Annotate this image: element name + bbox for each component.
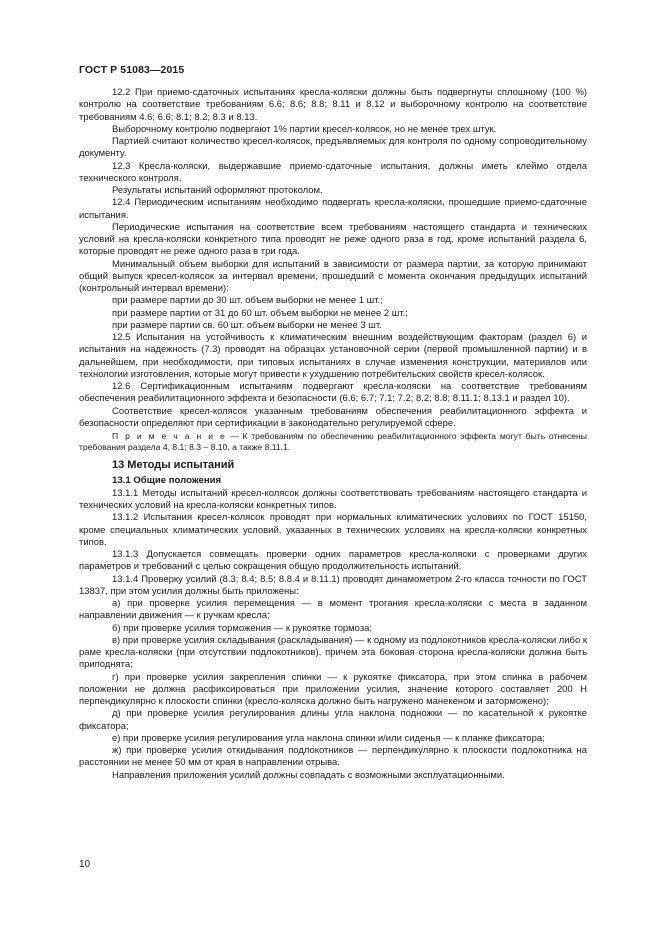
page-content — [79, 87, 587, 782]
paragraph-12-6: 12.6 Сертификационным испытаниям подвергают кресла-коляски на соответствие требованиям обеспечения реабилитационного эффекта и безопасности (6.6; 6.7; 7.1; 7.2; 8.2; 8.8; 8.11.1; 8.13.1 и раздел 10). — [79, 381, 587, 405]
list-item: е) при проверке усилия регулирования угла наклона спинки и/или сиденья — к планке фиксатора; — [112, 732, 545, 744]
paragraph-protocol: Результаты испытаний оформляют протоколом. — [112, 185, 323, 196]
note-label: П р и м е ч а н и е — [112, 431, 227, 441]
section-heading: 13 Методы испытаний — [112, 458, 235, 471]
paragraph-13-1-2: 13.1.2 Испытания кресел-колясок проводят при нормальных климатических условиях по ГОСТ 15150, кроме специальных климатических условий, указанных в технических условиях на кресла-коляски конкретных типов. — [79, 512, 587, 548]
paragraph-13-1-3: 13.1.3 Допускается совмещать проверки одних параметров кресла-коляски с проверками других параметров и требований с целью сокращения общую продолжительность испытаний. — [79, 549, 587, 573]
list-item: д) при проверке усилия регулирования длины угла наклона подножки — по касательной к рукоятке фиксатора; — [79, 708, 587, 732]
list-item: б) при проверке усилия торможения — к рукоятке тормоза; — [112, 622, 373, 634]
note-text: — К требованиям по обеспечению реабилитационного эффекта могут быть отнесены требования раздела 4, 8.1; 8.3 – 8.10, а также 8.11.1. — [79, 431, 587, 453]
list-item: в) при проверке усилия складывания (раскладывания) — к одному из подлокотников кресла-коляски либо к раме кресла-коляски (при отсутствии подлокотников), причем эта боковая сторона кресла-коляски должна быть приподнята; — [79, 634, 587, 671]
paragraph-certification: Соответствие кресел-колясок указанным требованиям обеспечения реабилитационного эффекта и безопасности определяют при сертификации в законодательно регулируемой сфере. — [79, 405, 587, 429]
paragraph-periodic-tests: Периодические испытания на соответствие всем требованиям настоящего стандарта и технических условий на кресла-коляски конкретного типа проводят не реже одного раза в год, кроме испытаний раздела 6, которые проводят не реже одного раза в три года. — [79, 221, 587, 258]
paragraph-12-3: 12.3 Кресла-коляски, выдержавшие приемо-сдаточные испытания, должны иметь клеймо отдела технического контроля. — [79, 160, 587, 184]
paragraph-12-2: 12.2 При приемо-сдаточных испытаниях кресла-коляски должны быть подвергнуты сплошному (100 %) контролю на соответствие требованиям 6.6; 8.6; 8.8; 8.11 и 8.12 и выборочному контролю на соответствие требованиям 4.6; 6.6; 8.1; 8.2; 8.3 и 8.13. — [79, 87, 587, 123]
paragraph-sample-control: Выборочному контролю подвергают 1% партии кресел-колясок, но не менее трех штук. — [112, 123, 497, 135]
list-item: ж) при проверке усилия откидывания подлокотников — перпендикулярно к плоскости подлокотника на расстоянии не менее 50 мм от края в направлении отрыва. — [79, 745, 587, 769]
paragraph-12-4: 12.4 Периодическим испытаниям необходимо подвергать кресла-коляски, прошедшие приемо-сдаточные испытания. — [79, 197, 587, 221]
list-item: при размере партии св. 60 шт. объем выборки не менее 3 шт. — [112, 319, 382, 331]
paragraph-closing: Направления приложения усилий должны совпадать с возможными эксплуатационными. — [112, 769, 505, 781]
list-item: г) при проверке усилия закрепления спинки — к рукоятке фиксатора, при этом спинка в рабочем положении не должна расфиксироваться при приложении усилия, значение которого составляет 200 Н перпендикулярно к плоскости спинки (кресло-коляска должно быть нагружено манекеном и заторможено); — [79, 671, 587, 708]
page-number: 10 — [79, 859, 91, 870]
list-item: при размере партии до 30 шт. объем выборки не менее 1 шт.; — [112, 295, 383, 307]
list-item: а) при проверке усилия перемещения — в момент трогания кресла-коляски с места в заданном направлении движения — к ручкам кресла; — [79, 598, 587, 622]
paragraph-13-1-1: 13.1.1 Методы испытаний кресел-колясок должны соответствовать требованиям настоящего стандарта и технических условий на кресла-коляски конкретных типов. — [79, 487, 587, 512]
paragraph-min-sample: Минимальный объем выборки для испытаний в зависимости от размера партии, за которую принимают общий выпуск кресел-колясок за интервал времени, прошедший с момента окончания предыдущих испытаний (контрольный интервал времени): — [79, 258, 587, 294]
note — [79, 431, 587, 454]
subsection-heading: 13.1 Общие положения — [112, 474, 222, 486]
standard-header: ГОСТ Р 51083—2015 — [79, 64, 185, 76]
paragraph-13-1-4: 13.1.4 Проверку усилий (8.3; 8.4; 8.5; 8.8.4 и 8.11.1) проводят динамометром 2-го класса точности по ГОСТ 13837, при этом усилия должны быть приложены: — [79, 573, 587, 597]
list-item: при размере партии от 31 до 60 шт. объем выборки не менее 2 шт.; — [112, 307, 408, 319]
paragraph-12-5: 12.5 Испытания на устойчивость к климатическим внешним воздействующим факторам (раздел 6) и испытания на надежность (7.3) проводят на образцах установочной серии (первой промышленной партии) и в дальнейшем, при необходимости, при типовых испытаниях в случае изменения конструкции, материалов или технологии изготовления, которые могут привести к ухудшению потребительских свойств кресел-колясок. — [79, 332, 587, 380]
paragraph-batch-definition: Партией считают количество кресел-колясок, предъявляемых для контроля по одному сопроводительному документу. — [79, 136, 587, 160]
